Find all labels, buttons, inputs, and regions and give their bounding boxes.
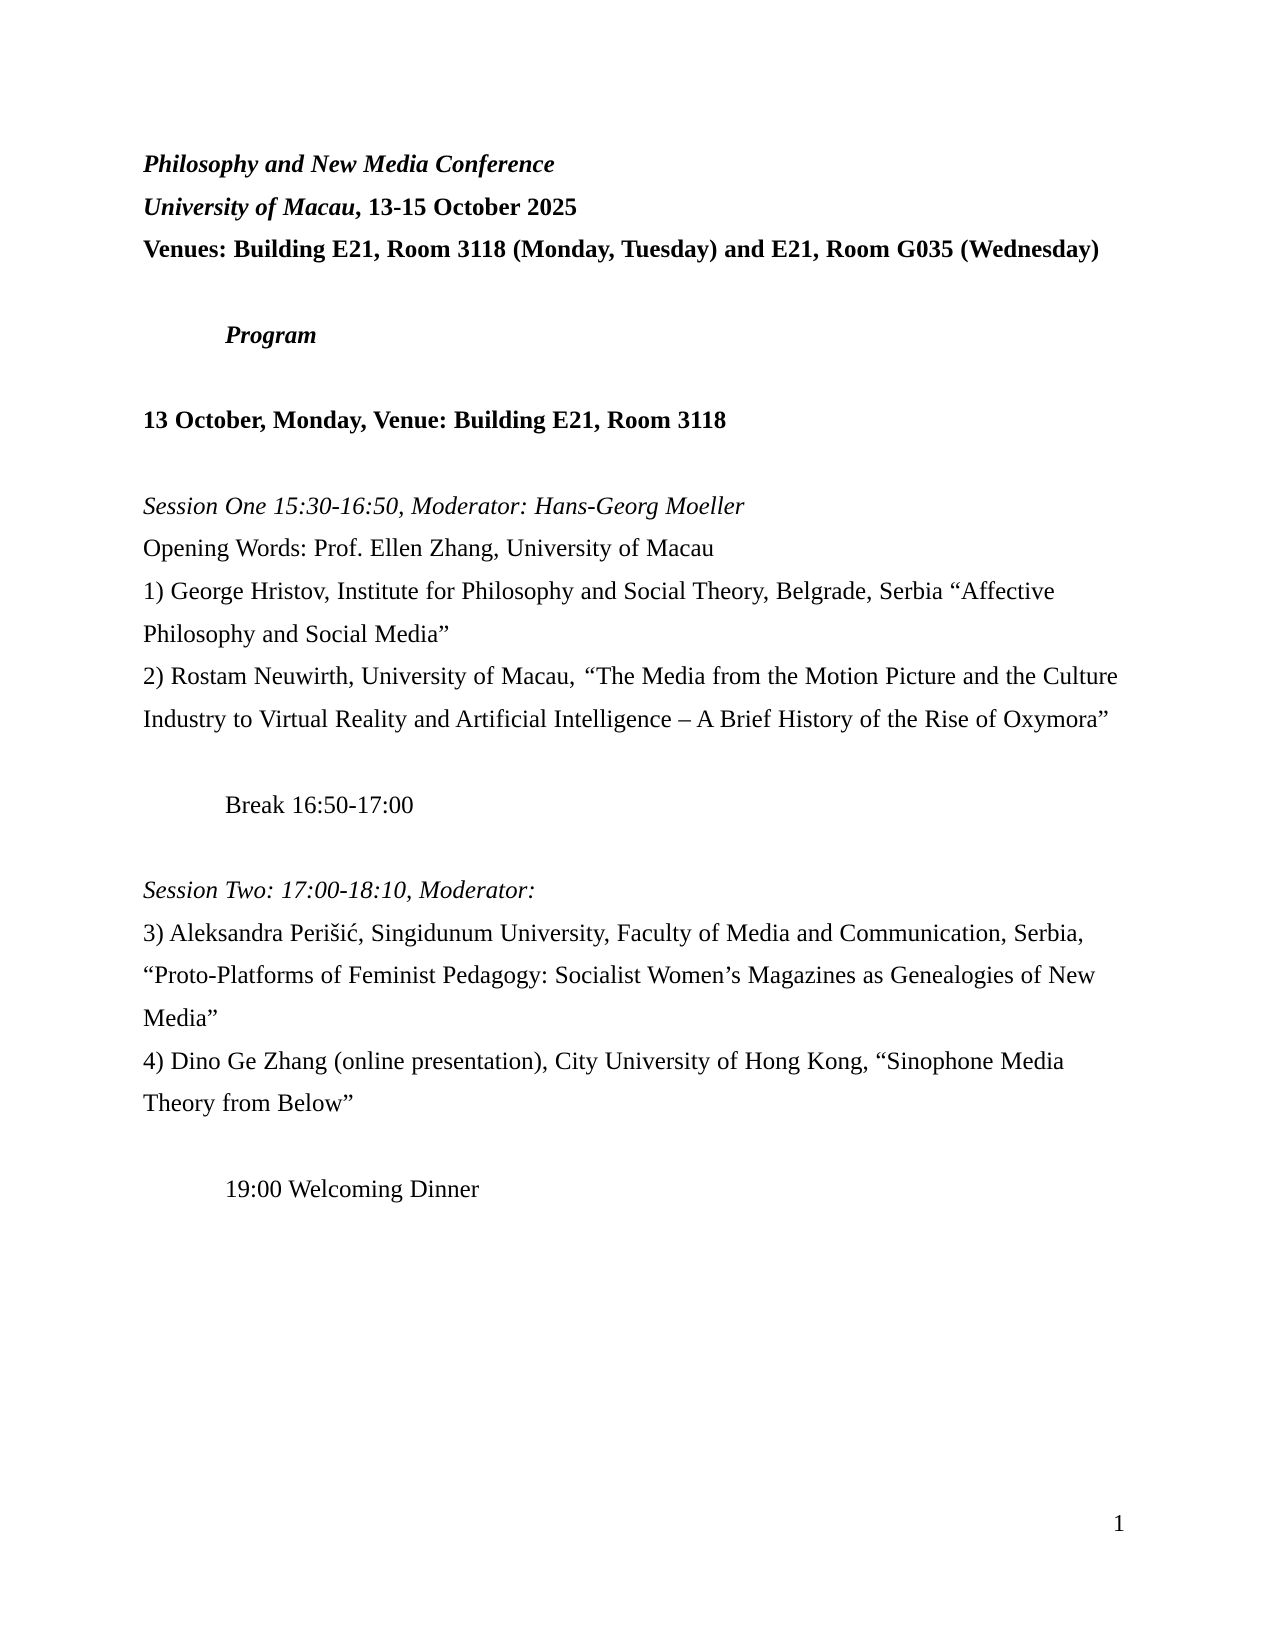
text-segment: 13 October, Monday, Venue: Building E21, Room 3118: [143, 407, 727, 435]
paragraph: [143, 400, 1120, 443]
text-segment: Venues: Building E21, Room 3118 (Monday, Tuesday) and E21, Room G035 (Wednesday): [143, 236, 1100, 264]
paragraph: [143, 315, 1120, 358]
text-segment: 19:00 Welcoming Dinner: [225, 1175, 480, 1203]
blank-line: [143, 358, 1120, 401]
paragraph: [143, 913, 1120, 1041]
blank-line: [143, 1126, 1120, 1169]
text-segment: 3) Aleksandra Perišić, Singidunum University, Faculty of Media and Communication, Serbia, “Proto-Platforms of Feminist Pedagogy: Socialist Women’s Magazines as Genealogies of New Media”: [143, 919, 1096, 1033]
text-segment: 1) George Hristov, Institute for Philosophy and Social Theory, Belgrade, Serbia “Affective Philosophy and Social Media”: [143, 578, 1055, 648]
text-segment: , 13-15 October 2025: [355, 193, 577, 221]
text-segment: 4) Dino Ge Zhang (online presentation), City University of Hong Kong, “Sinophone Media Theory from Below”: [143, 1047, 1065, 1118]
paragraph: [143, 656, 1120, 741]
text-segment: Philosophy and New Media Conference: [143, 151, 555, 178]
blank-line: [143, 272, 1120, 315]
text-segment: University of Macau: [143, 193, 356, 221]
paragraph: [143, 486, 1120, 529]
paragraph: [143, 785, 1120, 828]
paragraph: [143, 144, 1120, 187]
blank-line: [143, 827, 1120, 870]
text-segment: Opening Words: Prof. Ellen Zhang, University of Macau: [143, 535, 715, 563]
text-segment: Program: [225, 321, 317, 349]
text-segment: Session One 15:30-16:50, Moderator: Hans-Georg Moeller: [143, 492, 745, 520]
paragraph: [143, 1041, 1120, 1126]
document-body: [143, 144, 1120, 1212]
text-segment: The Media from the Motion Picture and the Culture Industry to Virtual Reality and Artificial Intelligence – A Brief History of the Rise of Oxymora”: [143, 663, 1118, 734]
text-segment: “: [582, 663, 596, 691]
paragraph: [143, 571, 1120, 656]
page-number: 1: [1113, 1511, 1125, 1537]
paragraph: [143, 528, 1120, 571]
paragraph: [143, 229, 1120, 272]
blank-line: [143, 742, 1120, 785]
text-segment: Session Two: 17:00-18:10, Moderator:: [143, 876, 536, 904]
text-segment: 2) Rostam Neuwirth, University of Macau,: [143, 663, 583, 691]
paragraph: [143, 1169, 1120, 1212]
paragraph: [143, 187, 1120, 230]
paragraph: [143, 870, 1120, 913]
text-segment: Break 16:50-17:00: [225, 791, 414, 819]
blank-line: [143, 443, 1120, 486]
